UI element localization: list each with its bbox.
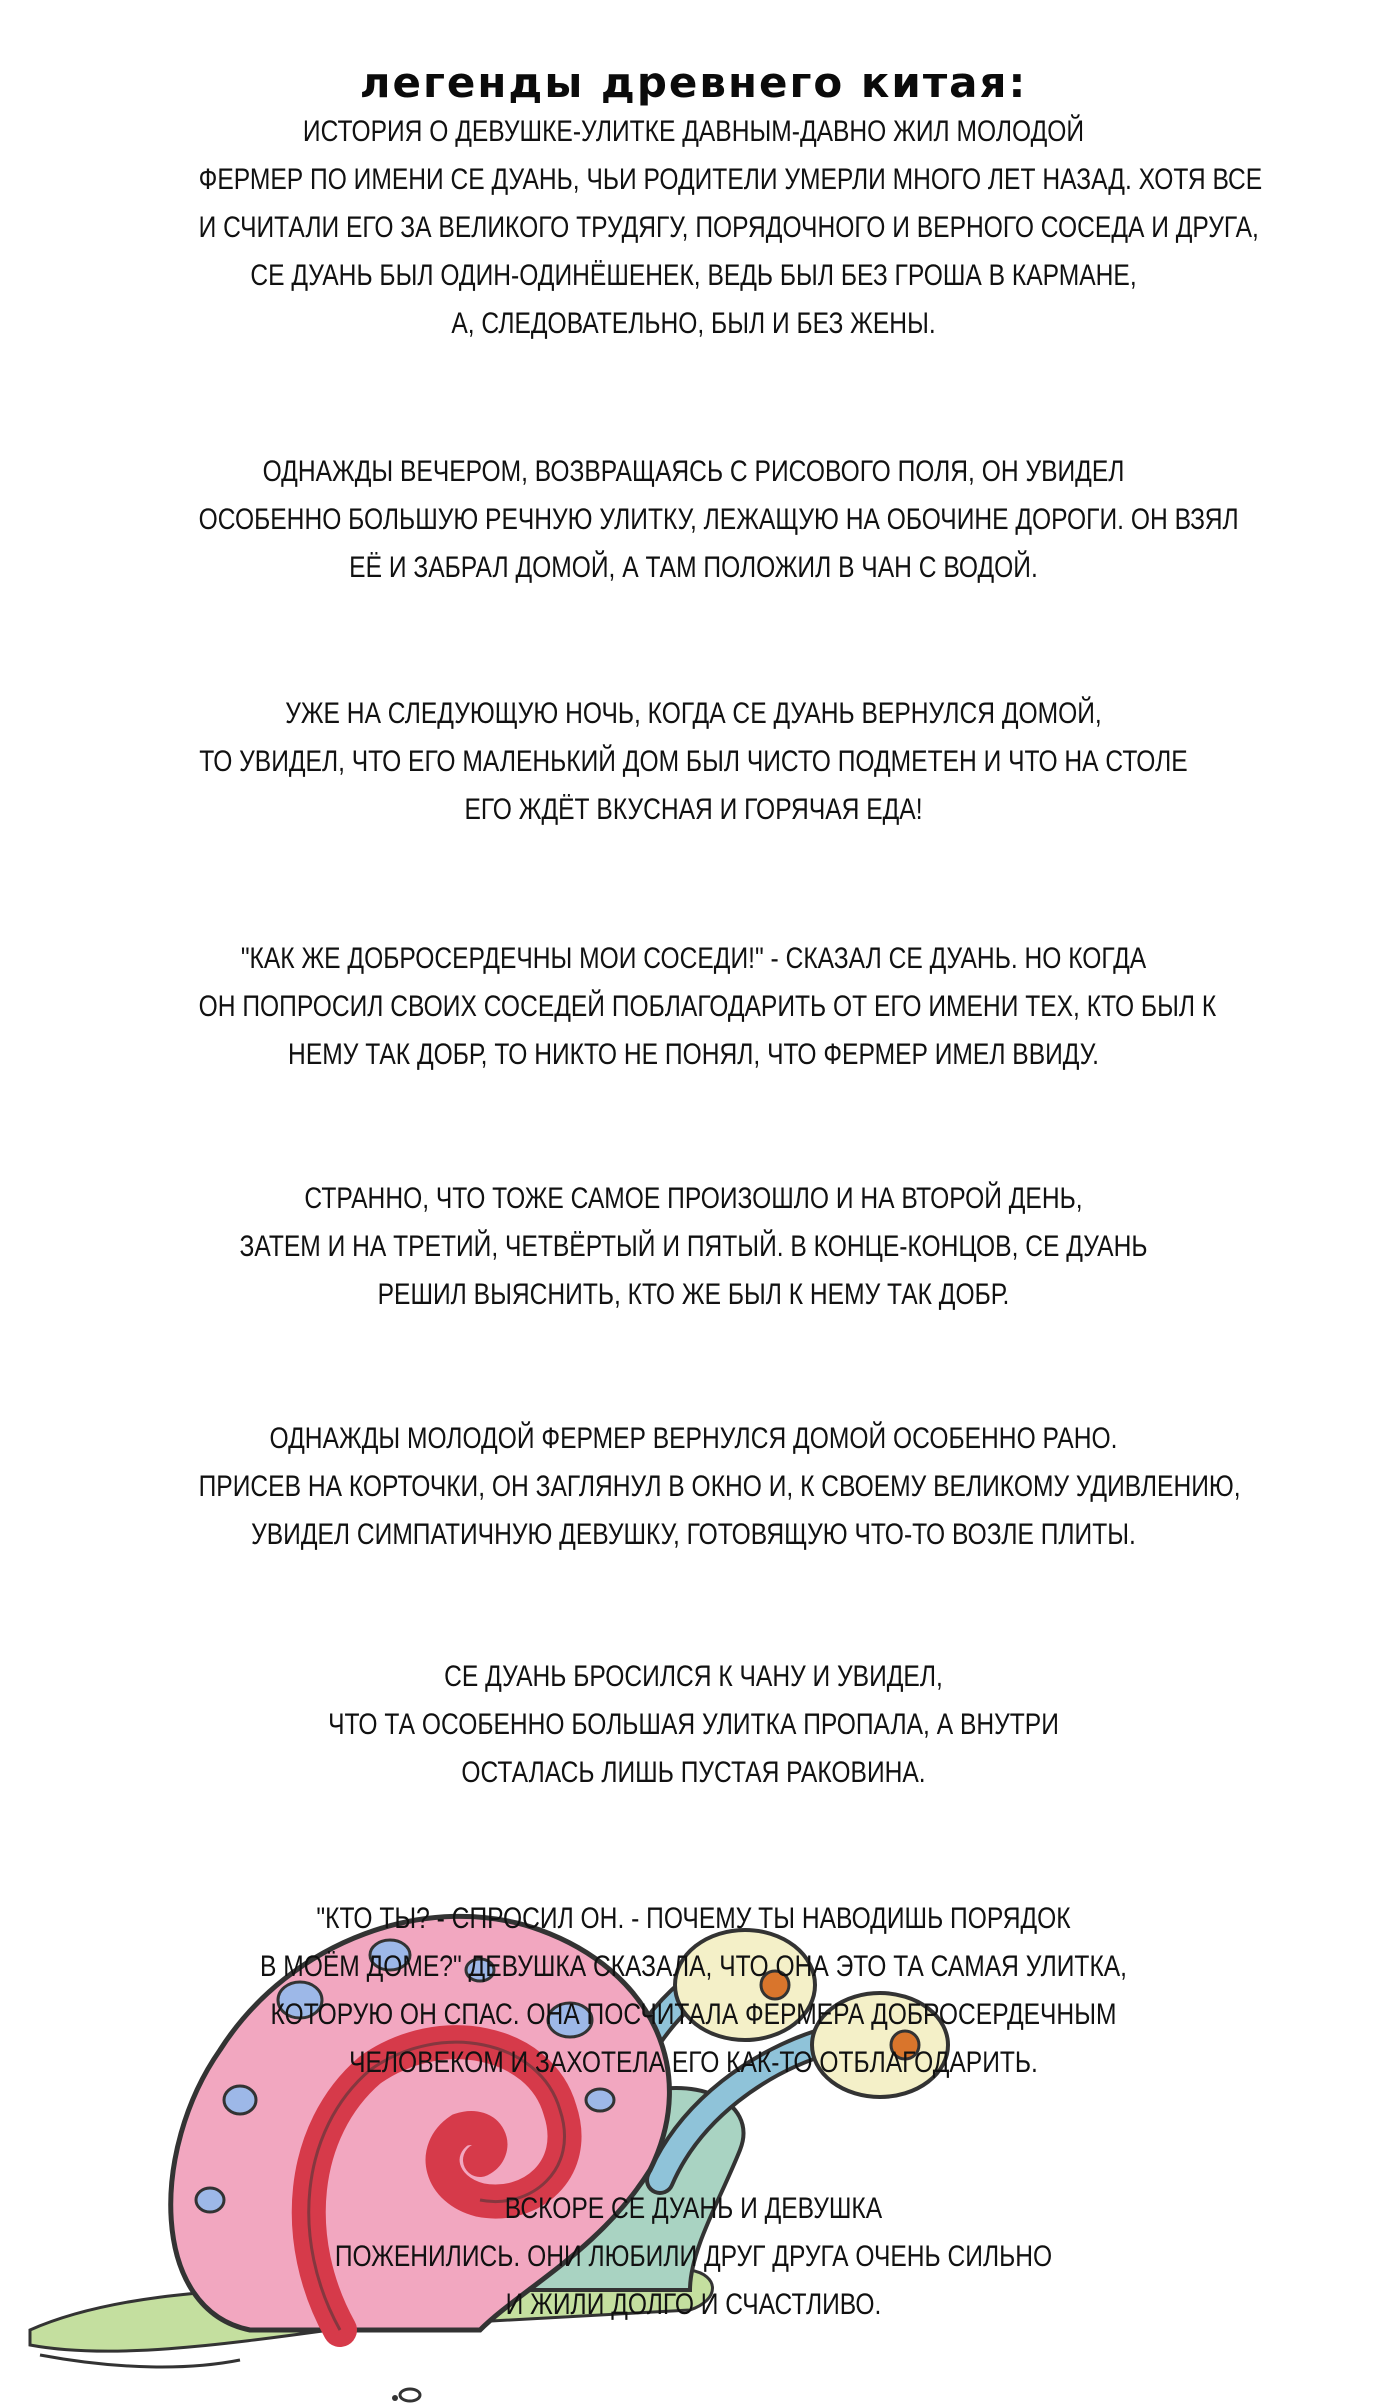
- text-line: В МОЁМ ДОМЕ?" ДЕВУШКА СКАЗАЛА, ЧТО ОНА ЭТО ТА САМАЯ УЛИТКА,: [259, 1950, 1128, 1983]
- paragraph-2: [90, 448, 1297, 592]
- paragraph-7: [90, 1653, 1297, 1797]
- text-line: ФЕРМЕР ПО ИМЕНИ СЕ ДУАНЬ, ЧЬИ РОДИТЕЛИ УМЕРЛИ МНОГО ЛЕТ НАЗАД. ХОТЯ ВСЕ: [198, 163, 1263, 196]
- paragraph-8: [90, 1895, 1297, 2087]
- text-line: ЧЕЛОВЕКОМ И ЗАХОТЕЛА ЕГО КАК-ТО ОТБЛАГОДАРИТЬ.: [349, 2046, 1038, 2079]
- text-line: ПРИСЕВ НА КОРТОЧКИ, ОН ЗАГЛЯНУЛ В ОКНО И, К СВОЕМУ ВЕЛИКОМУ УДИВЛЕНИЮ,: [198, 1470, 1241, 1503]
- text-line: ОДНАЖДЫ МОЛОДОЙ ФЕРМЕР ВЕРНУЛСЯ ДОМОЙ ОСОБЕННО РАНО.: [269, 1422, 1118, 1455]
- paragraph-6: [90, 1415, 1297, 1559]
- text-line: СТРАННО, ЧТО ТОЖЕ САМОЕ ПРОИЗОШЛО И НА ВТОРОЙ ДЕНЬ,: [304, 1182, 1083, 1215]
- text-line: И СЧИТАЛИ ЕГО ЗА ВЕЛИКОГО ТРУДЯГУ, ПОРЯДОЧНОГО И ВЕРНОГО СОСЕДА И ДРУГА,: [198, 211, 1259, 244]
- text-line: РЕШИЛ ВЫЯСНИТЬ, КТО ЖЕ БЫЛ К НЕМУ ТАК ДОБР.: [377, 1278, 1010, 1311]
- paragraph-5: [90, 1175, 1297, 1319]
- text-line: ОСТАЛАСЬ ЛИШЬ ПУСТАЯ РАКОВИНА.: [461, 1756, 926, 1789]
- text-line: ВСКОРЕ СЕ ДУАНЬ И ДЕВУШКА: [504, 2192, 883, 2225]
- paragraph-9: [90, 2185, 1297, 2329]
- text-line: ЕЁ И ЗАБРАЛ ДОМОЙ, А ТАМ ПОЛОЖИЛ В ЧАН С ВОДОЙ.: [349, 551, 1038, 584]
- text-line: "КАК ЖЕ ДОБРОСЕРДЕЧНЫ МОИ СОСЕДИ!" - СКАЗАЛ СЕ ДУАНЬ. НО КОГДА: [240, 942, 1147, 975]
- text-line: ТО УВИДЕЛ, ЧТО ЕГО МАЛЕНЬКИЙ ДОМ БЫЛ ЧИСТО ПОДМЕТЕН И ЧТО НА СТОЛЕ: [199, 745, 1188, 778]
- text-line: И ЖИЛИ ДОЛГО И СЧАСТЛИВО.: [505, 2288, 882, 2321]
- text-line: СЕ ДУАНЬ БРОСИЛСЯ К ЧАНУ И УВИДЕЛ,: [444, 1660, 943, 1693]
- text-line: УЖЕ НА СЛЕДУЮЩУЮ НОЧЬ, КОГДА СЕ ДУАНЬ ВЕРНУЛСЯ ДОМОЙ,: [285, 697, 1102, 730]
- paragraph-1: [90, 108, 1297, 348]
- text-line: УВИДЕЛ СИМПАТИЧНУЮ ДЕВУШКУ, ГОТОВЯЩУЮ ЧТО-ТО ВОЗЛЕ ПЛИТЫ.: [251, 1518, 1136, 1551]
- text-line: ИСТОРИЯ О ДЕВУШКЕ-УЛИТКЕ ДАВНЫМ-ДАВНО ЖИЛ МОЛОДОЙ: [302, 115, 1085, 148]
- text-line: ПОЖЕНИЛИСЬ. ОНИ ЛЮБИЛИ ДРУГ ДРУГА ОЧЕНЬ СИЛЬНО: [334, 2240, 1053, 2273]
- paragraph-3: [90, 690, 1297, 834]
- page-title: легенды древнего китая:: [359, 58, 1028, 107]
- paragraph-4: [90, 935, 1297, 1079]
- text-line: ОСОБЕННО БОЛЬШУЮ РЕЧНУЮ УЛИТКУ, ЛЕЖАЩУЮ НА ОБОЧИНЕ ДОРОГИ. ОН ВЗЯЛ: [198, 503, 1239, 536]
- text-line: ОН ПОПРОСИЛ СВОИХ СОСЕДЕЙ ПОБЛАГОДАРИТЬ ОТ ЕГО ИМЕНИ ТЕХ, КТО БЫЛ К: [198, 990, 1217, 1023]
- text-line: КОТОРУЮ ОН СПАС. ОНА ПОСЧИТАЛА ФЕРМЕРА ДОБРОСЕРДЕЧНЫМ: [270, 1998, 1117, 2031]
- text-line: ОДНАЖДЫ ВЕЧЕРОМ, ВОЗВРАЩАЯСЬ С РИСОВОГО ПОЛЯ, ОН УВИДЕЛ: [262, 455, 1125, 488]
- text-line: А, СЛЕДОВАТЕЛЬНО, БЫЛ И БЕЗ ЖЕНЫ.: [451, 307, 936, 340]
- text-line: "КТО ТЫ? - СПРОСИЛ ОН. - ПОЧЕМУ ТЫ НАВОДИШЬ ПОРЯДОК: [316, 1902, 1071, 1935]
- text-line: СЕ ДУАНЬ БЫЛ ОДИН-ОДИНЁШЕНЕК, ВЕДЬ БЫЛ БЕЗ ГРОША В КАРМАНЕ,: [250, 259, 1137, 292]
- text-line: ЧТО ТА ОСОБЕННО БОЛЬШАЯ УЛИТКА ПРОПАЛА, А ВНУТРИ: [328, 1708, 1059, 1741]
- text-line: ЗАТЕМ И НА ТРЕТИЙ, ЧЕТВЁРТЫЙ И ПЯТЫЙ. В КОНЦЕ-КОНЦОВ, СЕ ДУАНЬ: [239, 1230, 1148, 1263]
- text-line: ЕГО ЖДЁТ ВКУСНАЯ И ГОРЯЧАЯ ЕДА!: [464, 793, 923, 826]
- text-line: НЕМУ ТАК ДОБР, ТО НИКТО НЕ ПОНЯЛ, ЧТО ФЕРМЕР ИМЕЛ ВВИДУ.: [288, 1038, 1099, 1071]
